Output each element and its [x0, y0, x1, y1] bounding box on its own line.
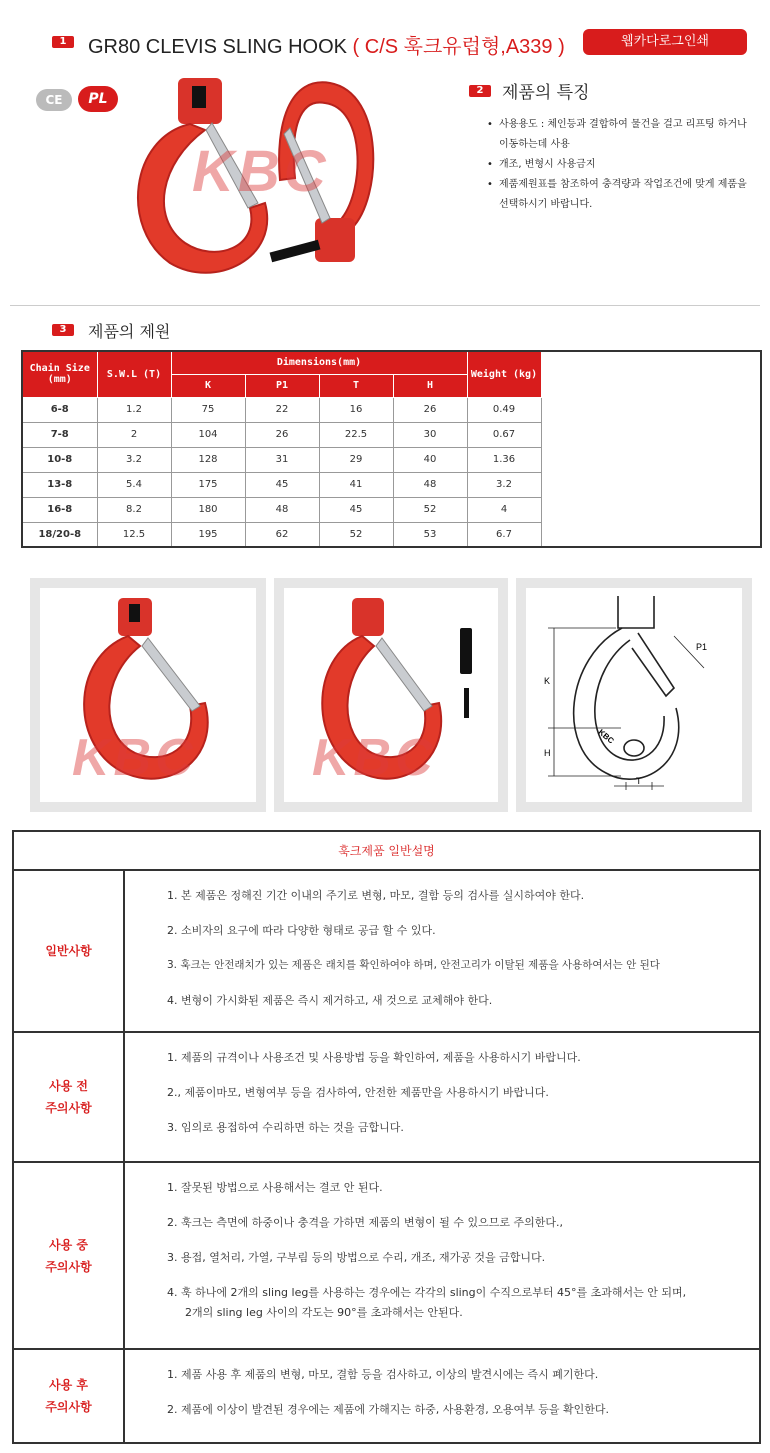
column-header: P1 [245, 374, 319, 397]
column-header: S.W.L (T) [97, 351, 171, 397]
table-cell: 75 [171, 397, 245, 422]
table-cell: 48 [393, 472, 467, 497]
list-item: 2. 훅크는 측면에 하중이나 충격을 가하면 제품의 변형이 될 수 있으므로 주의한다., [167, 1216, 563, 1229]
print-catalog-button[interactable]: 웹카다로그인쇄 [583, 29, 747, 55]
kbc-watermark: KBC [72, 729, 197, 787]
list-item: 2. 소비자의 요구에 따라 다양한 형태로 공급 할 수 있다. [167, 924, 436, 937]
diagram-label-p1: P1 [696, 642, 708, 652]
kbc-watermark: KBC [192, 139, 330, 204]
section-body [125, 1033, 759, 1161]
section-body [125, 871, 759, 1031]
table-cell: 195 [171, 522, 245, 547]
table-cell: 52 [319, 522, 393, 547]
section-body [125, 1163, 759, 1348]
table-cell: 41 [319, 472, 393, 497]
notes-section [14, 1163, 759, 1350]
list-item: 4. 변형이 가시화된 제품은 즉시 제거하고, 새 것으로 교체해야 한다. [167, 994, 493, 1007]
table-cell: 175 [171, 472, 245, 497]
ce-mark-logo: CE [36, 89, 72, 111]
section-label: 사용 후 주의사항 [14, 1350, 125, 1442]
table-cell: 52 [393, 497, 467, 522]
notes-section [14, 1350, 759, 1442]
specs-title: 제품의 제원 [88, 322, 171, 341]
table-cell: 45 [319, 497, 393, 522]
table-cell: 10-8 [22, 447, 97, 472]
list-item: 1. 잘못된 방법으로 사용해서는 결코 안 된다. [167, 1181, 383, 1194]
list-item: 1. 본 제품은 정해진 기간 이내의 주기로 변형, 마모, 결함 등의 검사를 실시하여야 한다. [167, 889, 585, 902]
features-list [487, 115, 757, 215]
table-cell: 26 [393, 397, 467, 422]
table-cell: 5.4 [97, 472, 171, 497]
notes-title: 훅크제품 일반설명 [14, 832, 759, 871]
list-item: • 개조, 변형시 사용금지 [487, 155, 757, 175]
list-item: 4. 훅 하나에 2개의 sling leg를 사용하는 경우에는 각각의 sling이 수직으로부터 45°를 초과해서는 안 되며, [167, 1286, 687, 1299]
list-item: 2., 제품이마모, 변형여부 등을 검사하여, 안전한 제품만을 사용하시기 바랍니다. [167, 1086, 549, 1099]
column-header: H [393, 374, 467, 397]
column-header: Chain Size (mm) [22, 351, 97, 397]
table-cell: 1.36 [467, 447, 541, 472]
table-header-row [22, 351, 761, 374]
section-number-badge: 2 [469, 85, 491, 97]
dimension-diagram [526, 588, 742, 802]
diagram-label-t: T [636, 776, 642, 786]
section-number-badge: 1 [52, 36, 74, 48]
product-name: GR80 CLEVIS SLING HOOK [88, 36, 347, 58]
list-item: 3. 임의로 용접하여 수리하면 하는 것을 금합니다. [167, 1121, 404, 1134]
table-spacer [541, 351, 761, 547]
table-cell: 40 [393, 447, 467, 472]
pl-mark-logo: PL [78, 86, 118, 112]
table-cell: 6.7 [467, 522, 541, 547]
table-cell: 104 [171, 422, 245, 447]
table-cell: 180 [171, 497, 245, 522]
table-cell: 62 [245, 522, 319, 547]
table-cell: 3.2 [467, 472, 541, 497]
diagram-label-h: H [544, 748, 551, 758]
spec-table [21, 350, 762, 548]
kbc-watermark: KBC [312, 729, 437, 787]
table-cell: 18/20-8 [22, 522, 97, 547]
section-label: 사용 전 주의사항 [14, 1033, 125, 1161]
column-header: K [171, 374, 245, 397]
list-item: • 사용용도 : 체인등과 결합하여 물건을 걸고 리프팅 하거나 이동하는데 사용 [487, 115, 757, 155]
list-item: 2개의 sling leg 사이의 각도는 90°를 초과해서는 안된다. [185, 1306, 463, 1319]
table-cell: 26 [245, 422, 319, 447]
table-cell: 128 [171, 447, 245, 472]
table-cell: 16-8 [22, 497, 97, 522]
table-cell: 7-8 [22, 422, 97, 447]
list-item: 3. 훅크는 안전래치가 있는 제품은 래치를 확인하여야 하며, 안전고리가 이탈된 제품을 사용하여서는 안 된다 [167, 959, 660, 971]
table-cell: 45 [245, 472, 319, 497]
table-cell: 22 [245, 397, 319, 422]
table-cell: 0.67 [467, 422, 541, 447]
list-item: 3. 용접, 열처리, 가열, 구부림 등의 방법으로 수리, 개조, 재가공 것을 금합니다. [167, 1251, 546, 1264]
product-subtitle: ( C/S 훅크유럽형,A339 ) [352, 36, 565, 58]
table-cell: 29 [319, 447, 393, 472]
pin-image [460, 628, 472, 674]
pin-image [464, 688, 469, 718]
diagram-stamp: KBC [596, 727, 616, 746]
table-cell: 16 [319, 397, 393, 422]
table-cell: 12.5 [97, 522, 171, 547]
divider [10, 305, 760, 306]
table-cell: 4 [467, 497, 541, 522]
list-item: 2. 제품에 이상이 발견된 경우에는 제품에 가해지는 하중, 사용환경, 오용여부 등을 확인한다. [167, 1403, 609, 1416]
section-label: 사용 중 주의사항 [14, 1163, 125, 1348]
page-title [88, 30, 565, 59]
table-cell: 31 [245, 447, 319, 472]
table-cell: 53 [393, 522, 467, 547]
general-notes-table [12, 830, 761, 1444]
section-body [125, 1350, 759, 1442]
table-cell: 13-8 [22, 472, 97, 497]
table-cell: 1.2 [97, 397, 171, 422]
dimension-diagram-frame [516, 578, 752, 812]
table-cell: 2 [97, 422, 171, 447]
table-cell: 0.49 [467, 397, 541, 422]
table-cell: 8.2 [97, 497, 171, 522]
table-cell: 22.5 [319, 422, 393, 447]
features-title: 제품의 특징 [502, 83, 590, 103]
list-item: • 제품제원표를 참조하여 충격량과 작업조건에 맞게 제품을 선택하시기 바랍니다. [487, 175, 757, 215]
column-header: Dimensions(mm) [171, 351, 467, 374]
diagram-label-k: K [544, 676, 551, 686]
table-cell: 30 [393, 422, 467, 447]
notes-section [14, 871, 759, 1033]
table-cell: 3.2 [97, 447, 171, 472]
list-item: 1. 제품의 규격이나 사용조건 및 사용방법 등을 확인하여, 제품을 사용하시기 바랍니다. [167, 1051, 581, 1064]
list-item: 1. 제품 사용 후 제품의 변형, 마모, 결함 등을 검사하고, 이상의 발견시에는 즉시 폐기한다. [167, 1368, 599, 1381]
product-photo-frame [30, 578, 266, 812]
notes-section [14, 1033, 759, 1163]
section-label: 일반사항 [14, 871, 125, 1031]
section-number-badge: 3 [52, 324, 74, 336]
column-header: Weight (kg) [467, 351, 541, 397]
table-cell: 48 [245, 497, 319, 522]
column-header: T [319, 374, 393, 397]
product-photo-frame [274, 578, 508, 812]
table-cell: 6-8 [22, 397, 97, 422]
